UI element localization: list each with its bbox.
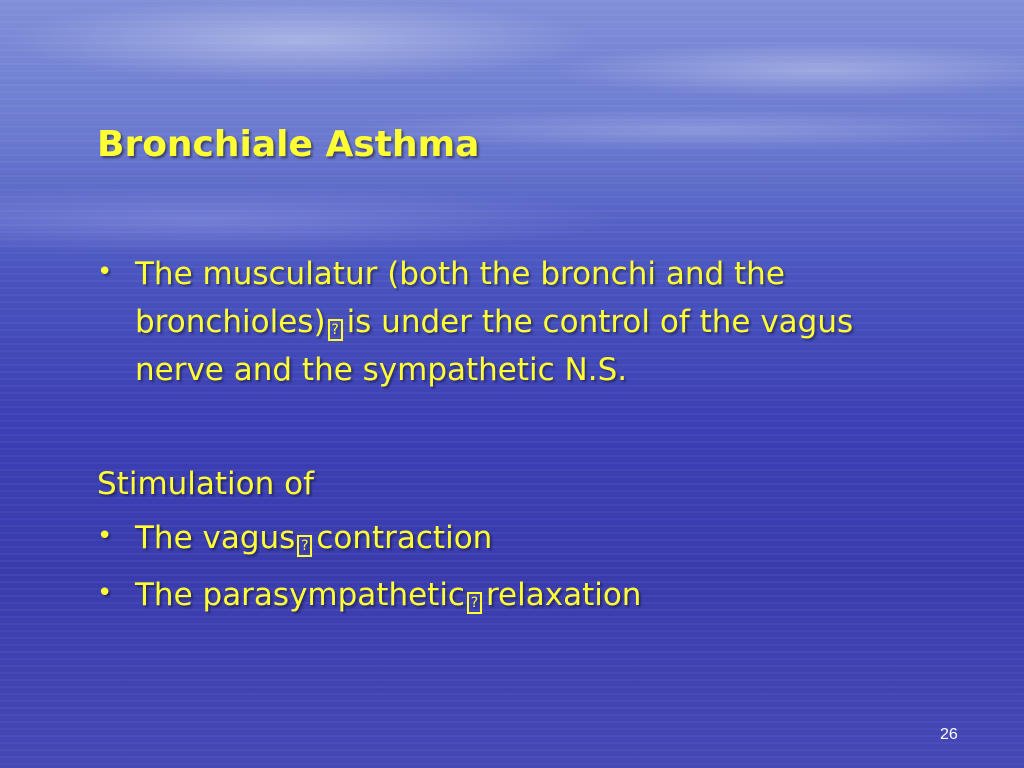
- bullet-icon: •: [97, 578, 113, 608]
- page-number: 26: [940, 726, 958, 743]
- bullet-icon: •: [97, 521, 113, 551]
- missing-glyph-icon: ?: [467, 592, 482, 614]
- bullet-item-musculatur: [97, 250, 853, 394]
- bullet-line-part: The parasympathetic: [135, 577, 465, 613]
- stimulation-heading: Stimulation of: [97, 466, 315, 502]
- bullet-line: nerve and the sympathetic N.S.: [135, 352, 628, 388]
- bullet-item-vagus: [97, 514, 492, 562]
- bullet-text: [135, 250, 853, 394]
- missing-glyph-icon: ?: [297, 535, 312, 557]
- bullet-item-parasympathetic: [97, 571, 641, 619]
- slide-title: Bronchiale Asthma: [97, 124, 480, 165]
- bullet-icon: •: [97, 257, 113, 287]
- bullet-text: [135, 514, 492, 562]
- bullet-line-part: bronchioles): [135, 304, 326, 340]
- bullet-line-part: contraction: [316, 520, 493, 556]
- bullet-line: The musculatur (both the bronchi and the: [135, 256, 785, 292]
- bullet-line-part: The vagus: [135, 520, 296, 556]
- missing-glyph-icon: ?: [328, 319, 343, 341]
- bullet-text: [135, 571, 641, 619]
- bullet-line-part: is under the control of the vagus: [346, 304, 854, 340]
- bullet-line-part: relaxation: [485, 577, 642, 613]
- bullet-line: [135, 298, 853, 346]
